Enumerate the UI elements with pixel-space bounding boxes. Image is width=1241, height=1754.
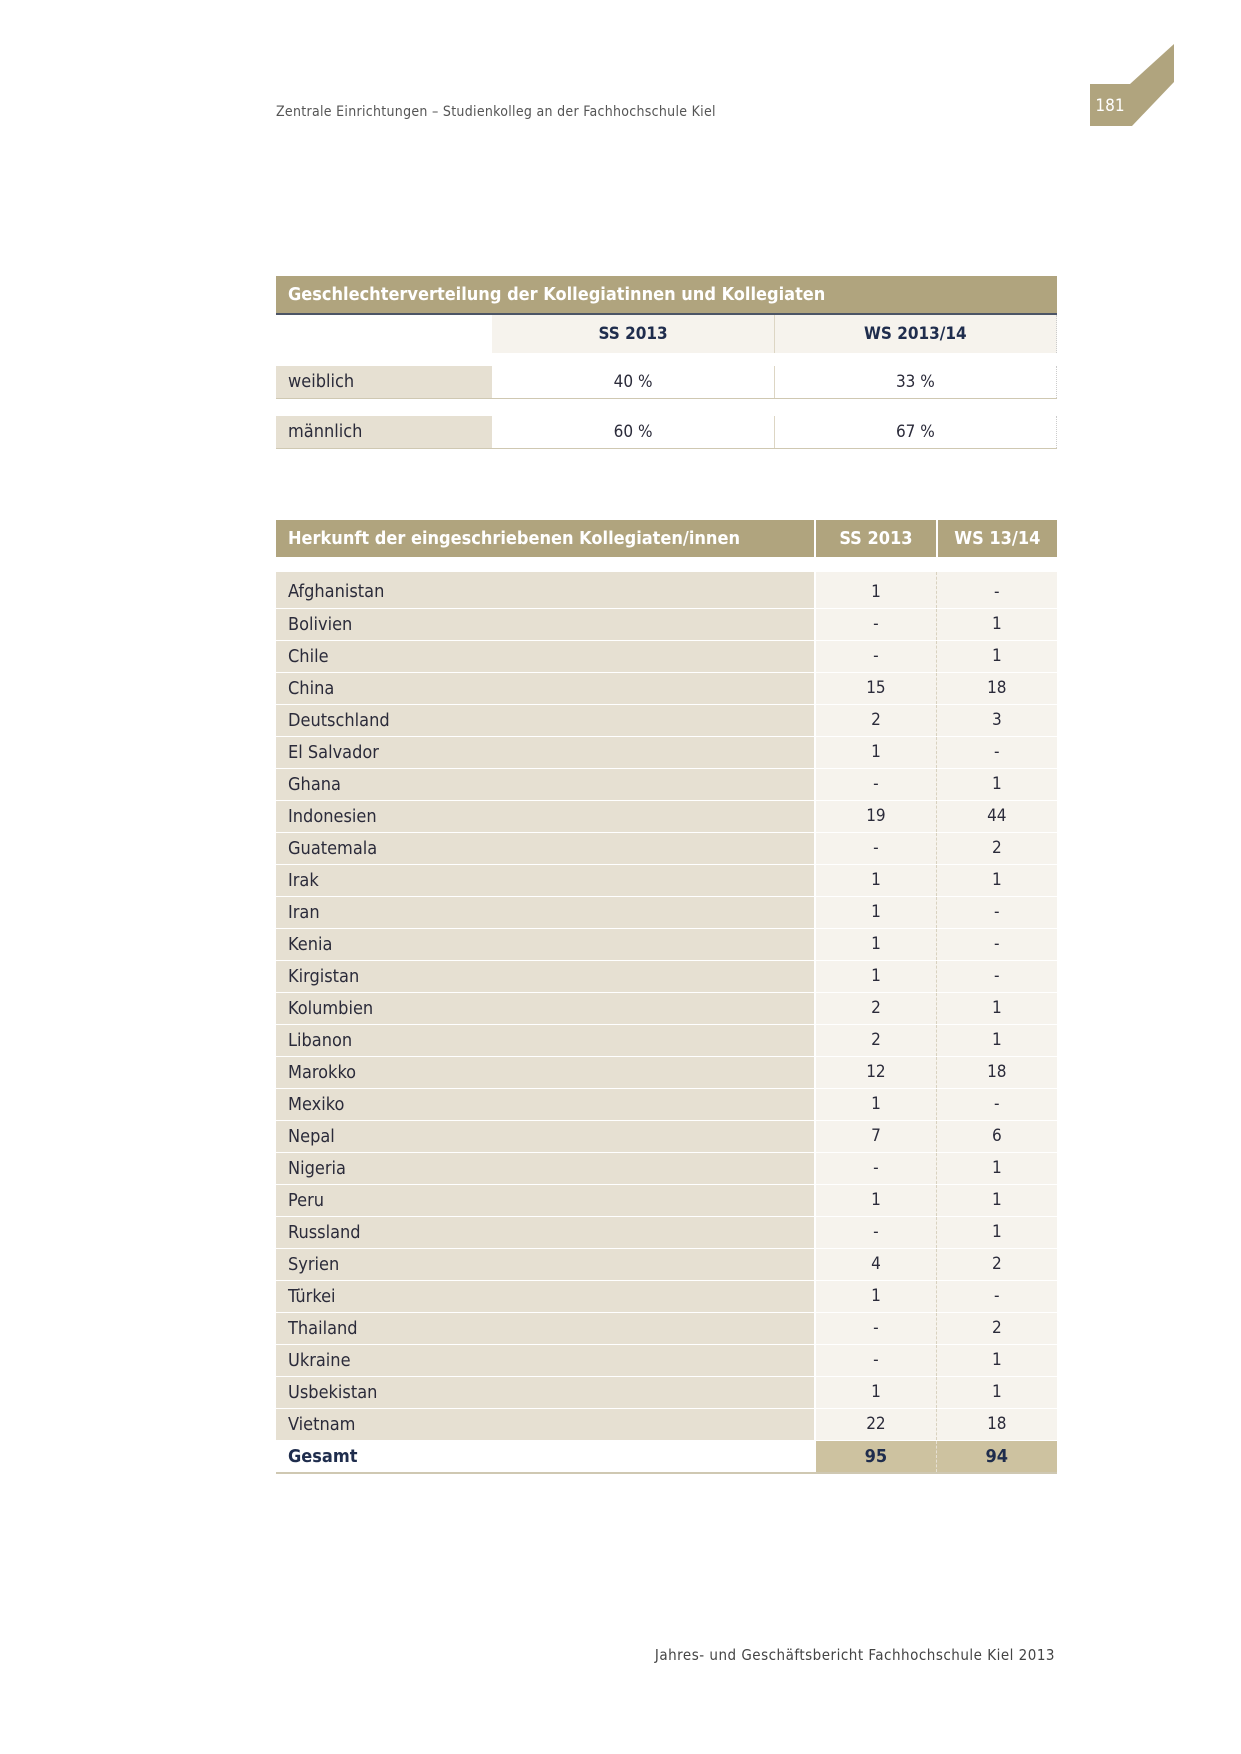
ws1314-cell: 1 bbox=[936, 641, 1057, 672]
country-cell: Kolumbien bbox=[276, 993, 814, 1024]
ws1314-cell: 1 bbox=[936, 1153, 1057, 1184]
ws1314-cell: 18 bbox=[936, 1409, 1057, 1440]
table-row bbox=[276, 1345, 1057, 1377]
country-cell: Chile bbox=[276, 641, 814, 672]
country-cell: Iran bbox=[276, 897, 814, 928]
footer-text: Jahres- und Geschäftsbericht Fachhochschule Kiel 2013 bbox=[654, 1646, 1055, 1664]
ss2013-cell: 1 bbox=[814, 737, 935, 768]
ws1314-cell: 1 bbox=[936, 1217, 1057, 1248]
ws1314-cell: - bbox=[936, 929, 1057, 960]
ws1314-cell: - bbox=[936, 897, 1057, 928]
country-cell: Vietnam bbox=[276, 1409, 814, 1440]
ss2013-cell: 7 bbox=[814, 1121, 935, 1152]
ss2013-cell: 22 bbox=[814, 1409, 935, 1440]
ws1314-cell: 1 bbox=[936, 865, 1057, 896]
table-row bbox=[276, 572, 1057, 609]
ss2013-cell: 19 bbox=[814, 801, 935, 832]
table-row bbox=[276, 1121, 1057, 1153]
country-cell: El Salvador bbox=[276, 737, 814, 768]
table-row bbox=[276, 865, 1057, 897]
table-row bbox=[276, 993, 1057, 1025]
ws1314-cell: 2 bbox=[936, 833, 1057, 864]
ws1314-cell: 44 bbox=[936, 801, 1057, 832]
table-row bbox=[276, 1089, 1057, 1121]
gender-table-header bbox=[276, 313, 1057, 353]
table-row bbox=[276, 897, 1057, 929]
country-cell: Guatemala bbox=[276, 833, 814, 864]
ss2013-cell: 1 bbox=[814, 961, 935, 992]
table-row bbox=[276, 961, 1057, 993]
table-row bbox=[276, 1313, 1057, 1345]
ss2013-cell: - bbox=[814, 609, 935, 640]
ss2013-cell: 1 bbox=[814, 1377, 935, 1408]
ws1314-cell: 18 bbox=[936, 1057, 1057, 1088]
country-cell: Afghanistan bbox=[276, 572, 814, 608]
country-cell: Deutschland bbox=[276, 705, 814, 736]
country-cell: Kirgistan bbox=[276, 961, 814, 992]
country-cell: Ukraine bbox=[276, 1345, 814, 1376]
table-row bbox=[276, 769, 1057, 801]
table-row bbox=[276, 1249, 1057, 1281]
table-row bbox=[276, 1281, 1057, 1313]
header-blank-cell bbox=[276, 315, 492, 353]
total-ws1314: 94 bbox=[936, 1441, 1057, 1472]
ws1314-cell: - bbox=[936, 1281, 1057, 1312]
table-row bbox=[276, 737, 1057, 769]
ss2013-cell: - bbox=[814, 1345, 935, 1376]
table-row bbox=[276, 641, 1057, 673]
ss2013-cell: 1 bbox=[814, 1089, 935, 1120]
country-cell: Syrien bbox=[276, 1249, 814, 1280]
ss2013-cell: - bbox=[814, 769, 935, 800]
total-ss2013: 95 bbox=[814, 1441, 935, 1472]
ws1314-cell: 18 bbox=[936, 673, 1057, 704]
table-row bbox=[276, 1153, 1057, 1185]
country-cell: Irak bbox=[276, 865, 814, 896]
country-cell: Nigeria bbox=[276, 1153, 814, 1184]
ss2013-cell: 1 bbox=[814, 1281, 935, 1312]
ss2013-cell: 1 bbox=[814, 1185, 935, 1216]
page-number: 181 bbox=[1095, 96, 1125, 116]
ws1314-cell: - bbox=[936, 737, 1057, 768]
ws1314-cell: 1 bbox=[936, 769, 1057, 800]
table-row bbox=[276, 1185, 1057, 1217]
country-cell: Libanon bbox=[276, 1025, 814, 1056]
table-row bbox=[276, 1377, 1057, 1409]
ws1314-cell: 1 bbox=[936, 609, 1057, 640]
ws1314-cell: 1 bbox=[936, 993, 1057, 1024]
ss2013-cell: - bbox=[814, 1153, 935, 1184]
gender-row-male bbox=[276, 416, 1057, 449]
table-row bbox=[276, 1025, 1057, 1057]
ss2013-cell: 1 bbox=[814, 929, 935, 960]
ss2013-cell: 4 bbox=[814, 1249, 935, 1280]
country-cell: Mexiko bbox=[276, 1089, 814, 1120]
country-cell: Marokko bbox=[276, 1057, 814, 1088]
ws1314-cell: 6 bbox=[936, 1121, 1057, 1152]
table-row bbox=[276, 929, 1057, 961]
ws1314-cell: - bbox=[936, 572, 1057, 608]
ws1314-cell: 1 bbox=[936, 1345, 1057, 1376]
table-row bbox=[276, 1409, 1057, 1441]
ss2013-cell: 2 bbox=[814, 1025, 935, 1056]
ws1314-cell: 2 bbox=[936, 1249, 1057, 1280]
column-header-ss2013: SS 2013 bbox=[814, 520, 935, 557]
cell-value: 60 % bbox=[492, 416, 774, 448]
ws1314-cell: - bbox=[936, 1089, 1057, 1120]
ss2013-cell: 12 bbox=[814, 1057, 935, 1088]
column-header-ss2013: SS 2013 bbox=[492, 315, 774, 353]
country-cell: Thailand bbox=[276, 1313, 814, 1344]
row-label: weiblich bbox=[276, 366, 492, 398]
total-row bbox=[276, 1441, 1057, 1474]
country-cell: Kenia bbox=[276, 929, 814, 960]
ss2013-cell: 1 bbox=[814, 572, 935, 608]
gender-row-female bbox=[276, 366, 1057, 399]
table-row bbox=[276, 1217, 1057, 1249]
ws1314-cell: 2 bbox=[936, 1313, 1057, 1344]
country-cell: Türkei bbox=[276, 1281, 814, 1312]
ss2013-cell: 15 bbox=[814, 673, 935, 704]
ss2013-cell: - bbox=[814, 641, 935, 672]
origin-table-header bbox=[276, 520, 1057, 557]
cell-value: 67 % bbox=[775, 416, 1057, 448]
ws1314-cell: 3 bbox=[936, 705, 1057, 736]
total-label: Gesamt bbox=[288, 1446, 358, 1467]
country-cell: Usbekistan bbox=[276, 1377, 814, 1408]
cell-value: 33 % bbox=[775, 366, 1057, 398]
country-cell: Ghana bbox=[276, 769, 814, 800]
ss2013-cell: - bbox=[814, 1313, 935, 1344]
country-cell: Indonesien bbox=[276, 801, 814, 832]
table-row bbox=[276, 673, 1057, 705]
table-row bbox=[276, 705, 1057, 737]
table-row bbox=[276, 833, 1057, 865]
origin-table bbox=[276, 520, 1057, 1474]
ws1314-cell: 1 bbox=[936, 1377, 1057, 1408]
column-header-ws2013-14: WS 2013/14 bbox=[775, 315, 1057, 353]
country-cell: Peru bbox=[276, 1185, 814, 1216]
origin-table-title: Herkunft der eingeschriebenen Kollegiaten/innen bbox=[288, 528, 740, 549]
cell-value: 40 % bbox=[492, 366, 774, 398]
country-cell: Nepal bbox=[276, 1121, 814, 1152]
ws1314-cell: - bbox=[936, 961, 1057, 992]
country-cell: China bbox=[276, 673, 814, 704]
column-header-ws13-14: WS 13/14 bbox=[936, 520, 1057, 557]
table-row bbox=[276, 1057, 1057, 1089]
ws1314-cell: 1 bbox=[936, 1025, 1057, 1056]
ss2013-cell: - bbox=[814, 1217, 935, 1248]
country-cell: Russland bbox=[276, 1217, 814, 1248]
ws1314-cell: 1 bbox=[936, 1185, 1057, 1216]
gender-table-title: Geschlechterverteilung der Kollegiatinnen und Kollegiaten bbox=[276, 276, 1057, 313]
ss2013-cell: 2 bbox=[814, 705, 935, 736]
table-row bbox=[276, 609, 1057, 641]
origin-table-body bbox=[276, 572, 1057, 1441]
gender-table bbox=[276, 276, 1057, 449]
running-head: Zentrale Einrichtungen – Studienkolleg an der Fachhochschule Kiel bbox=[276, 104, 716, 120]
ss2013-cell: 1 bbox=[814, 897, 935, 928]
country-cell: Bolivien bbox=[276, 609, 814, 640]
table-row bbox=[276, 801, 1057, 833]
ss2013-cell: 2 bbox=[814, 993, 935, 1024]
row-label: männlich bbox=[276, 416, 492, 448]
ss2013-cell: - bbox=[814, 833, 935, 864]
ss2013-cell: 1 bbox=[814, 865, 935, 896]
